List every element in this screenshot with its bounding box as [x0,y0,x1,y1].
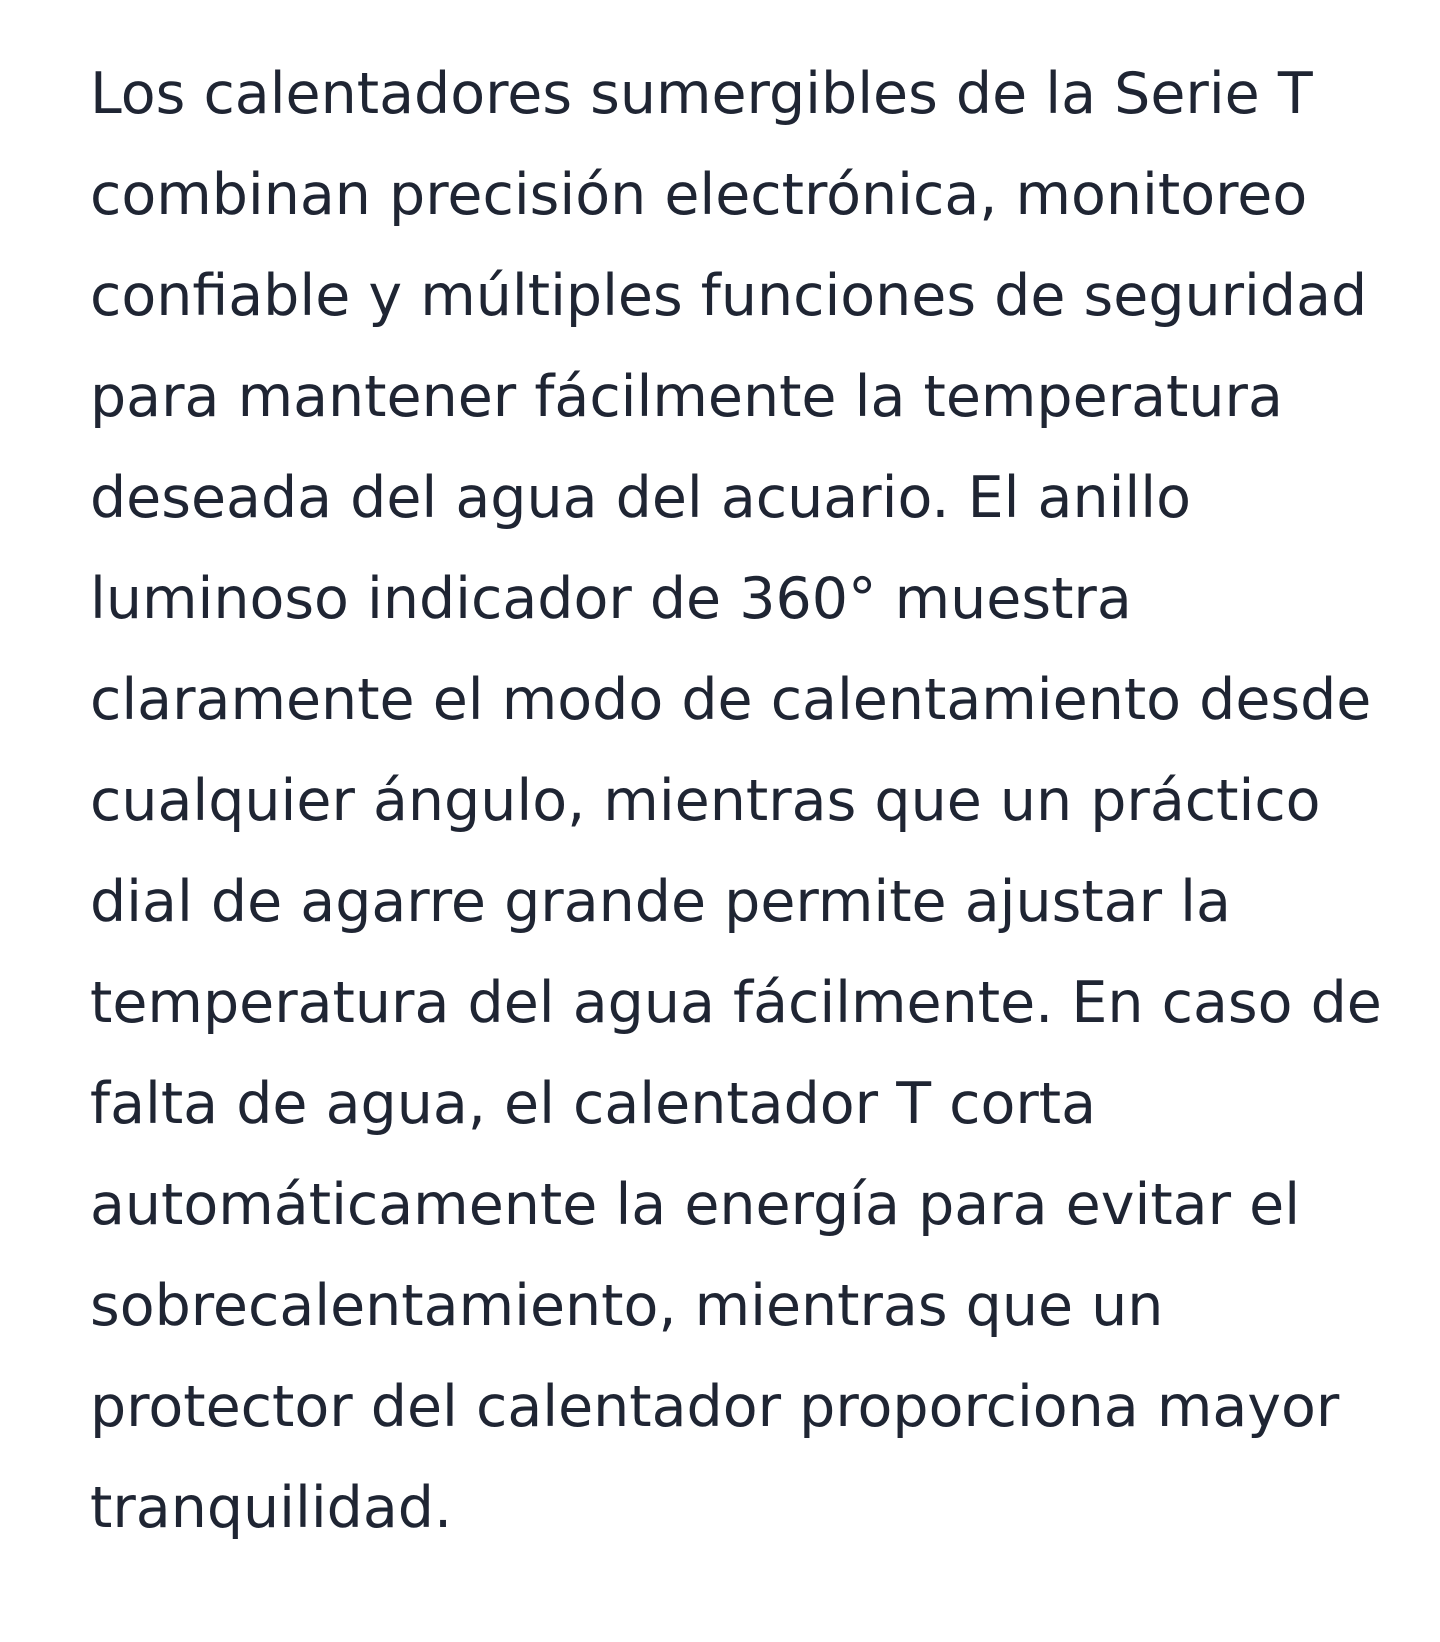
description-line: combinan precisión electrónica, monitoreo [90,162,1308,228]
description-line: cualquier ángulo, mientras que un práctico [90,768,1321,834]
description-line: dial de agarre grande permite ajustar la [90,869,1231,935]
description-line: falta de agua, el calentador T corta [90,1071,1097,1137]
description-line: automáticamente la energía para evitar el [90,1172,1301,1238]
description-line: claramente el modo de calentamiento desde [90,667,1372,733]
description-line: confiable y múltiples funciones de seguridad [90,263,1368,329]
content-area [90,44,1410,1559]
description-line: temperatura del agua fácilmente. En caso de [90,970,1382,1036]
description-line: Los calentadores sumergibles de la Serie T [90,61,1313,127]
description-line: sobrecalentamiento, mientras que un [90,1273,1164,1339]
description-line: tranquilidad. [90,1475,453,1541]
description-line: protector del calentador proporciona mayor [90,1374,1340,1440]
description-line: para mantener fácilmente la temperatura [90,364,1283,430]
product-description [90,44,1410,1559]
description-line: luminoso indicador de 360° muestra [90,566,1132,632]
description-line: deseada del agua del acuario. El anillo [90,465,1191,531]
